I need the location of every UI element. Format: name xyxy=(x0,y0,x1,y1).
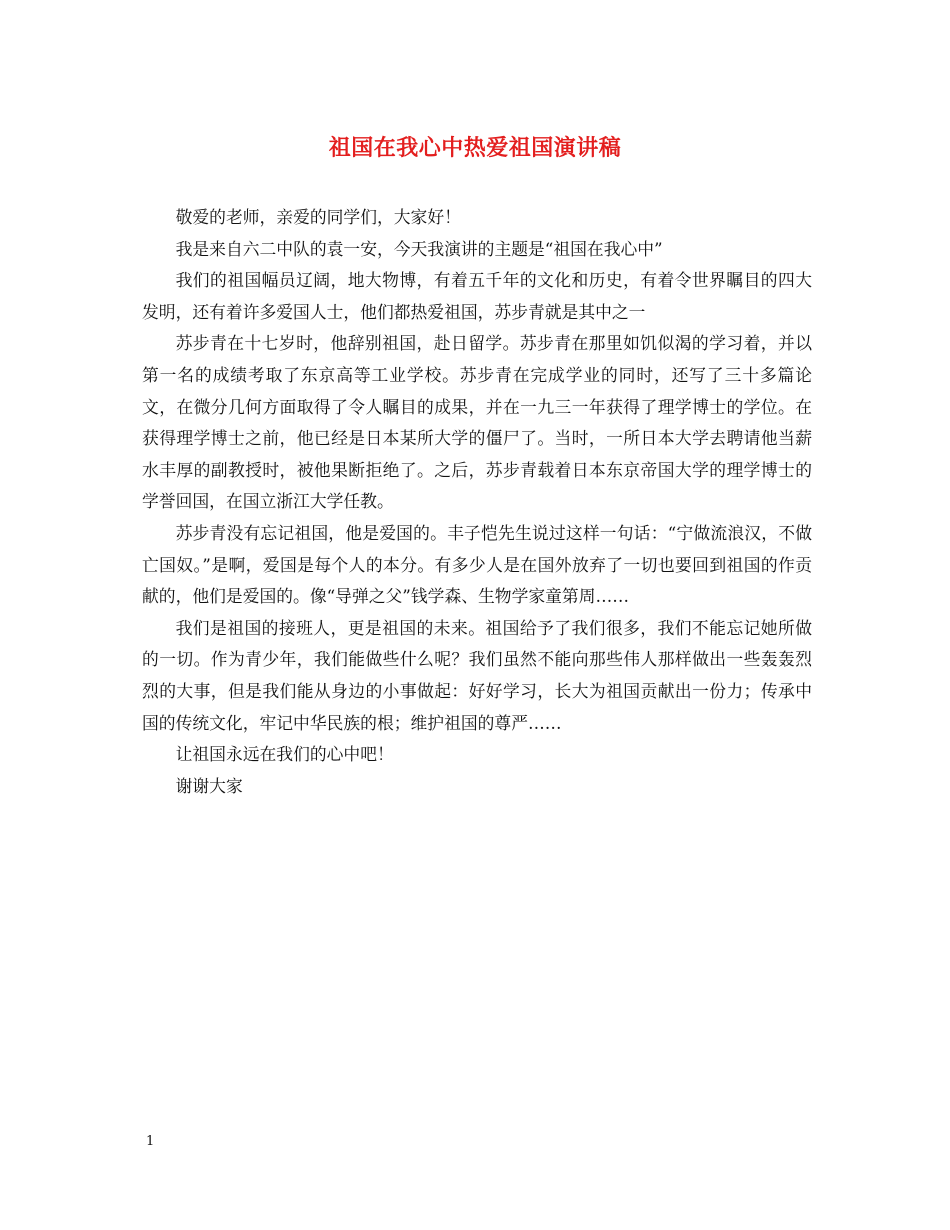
page-number: 1 xyxy=(146,1134,155,1149)
paragraph-introduction: 我是来自六二中队的袁一安，今天我演讲的主题是“祖国在我心中” xyxy=(175,238,663,259)
paragraph-patriotism: 苏步青没有忘记祖国，他是爱国的。丰子恺先生说过这样一句话：“宁做流浪汉，不做亡国奴。”是啊，爱国是每个人的本分。有多少人是在国外放弃了一切也要回到祖国的作贡献的，他们是爱国的。像“导弹之父”钱学森、生物学家童第周…… xyxy=(142,522,812,607)
paragraph-su-buqing-study: 苏步青在十七岁时，他辞别祖国，赴日留学。苏步青在那里如饥似渴的学习着，并以第一名的成绩考取了东京高等工业学校。苏步青在完成学业的同时，还写了三十多篇论文，在微分几何方面取得了令人瞩目的成果，并在一九三一年获得了理学博士的学位。在获得理学博士之前，他已经是日本某所大学的僵尸了。当时，一所日本大学去聘请他当薪水丰厚的副教授时，被他果断拒绝了。之后，苏步青载着日本东京帝国大学的理学博士的学誉回国，在国立浙江大学任教。 xyxy=(142,333,812,512)
document-title: 祖国在我心中热爱祖国演讲稿 xyxy=(328,135,622,161)
document-body xyxy=(142,202,812,802)
paragraph-greeting: 敬爱的老师，亲爱的同学们，大家好！ xyxy=(175,207,461,227)
paragraph-closing-wish: 让祖国永远在我们的心中吧！ xyxy=(175,744,394,765)
paragraph-motherland: 我们的祖国幅员辽阔，地大物博，有着五千年的文化和历史，有着令世界瞩目的四大发明，还有着许多爱国人士，他们都热爱祖国，苏步青就是其中之一 xyxy=(142,270,812,322)
paragraph-thanks: 谢谢大家 xyxy=(175,775,243,796)
paragraph-successors: 我们是祖国的接班人，更是祖国的未来。祖国给予了我们很多，我们不能忘记她所做的一切。作为青少年，我们能做些什么呢？我们虽然不能向那些伟人那样做出一些轰轰烈烈的大事，但是我们能从身边的小事做起：好好学习，长大为祖国贡献出一份力；传承中国的传统文化，牢记中华民族的根；维护祖国的尊严…… xyxy=(142,617,812,733)
